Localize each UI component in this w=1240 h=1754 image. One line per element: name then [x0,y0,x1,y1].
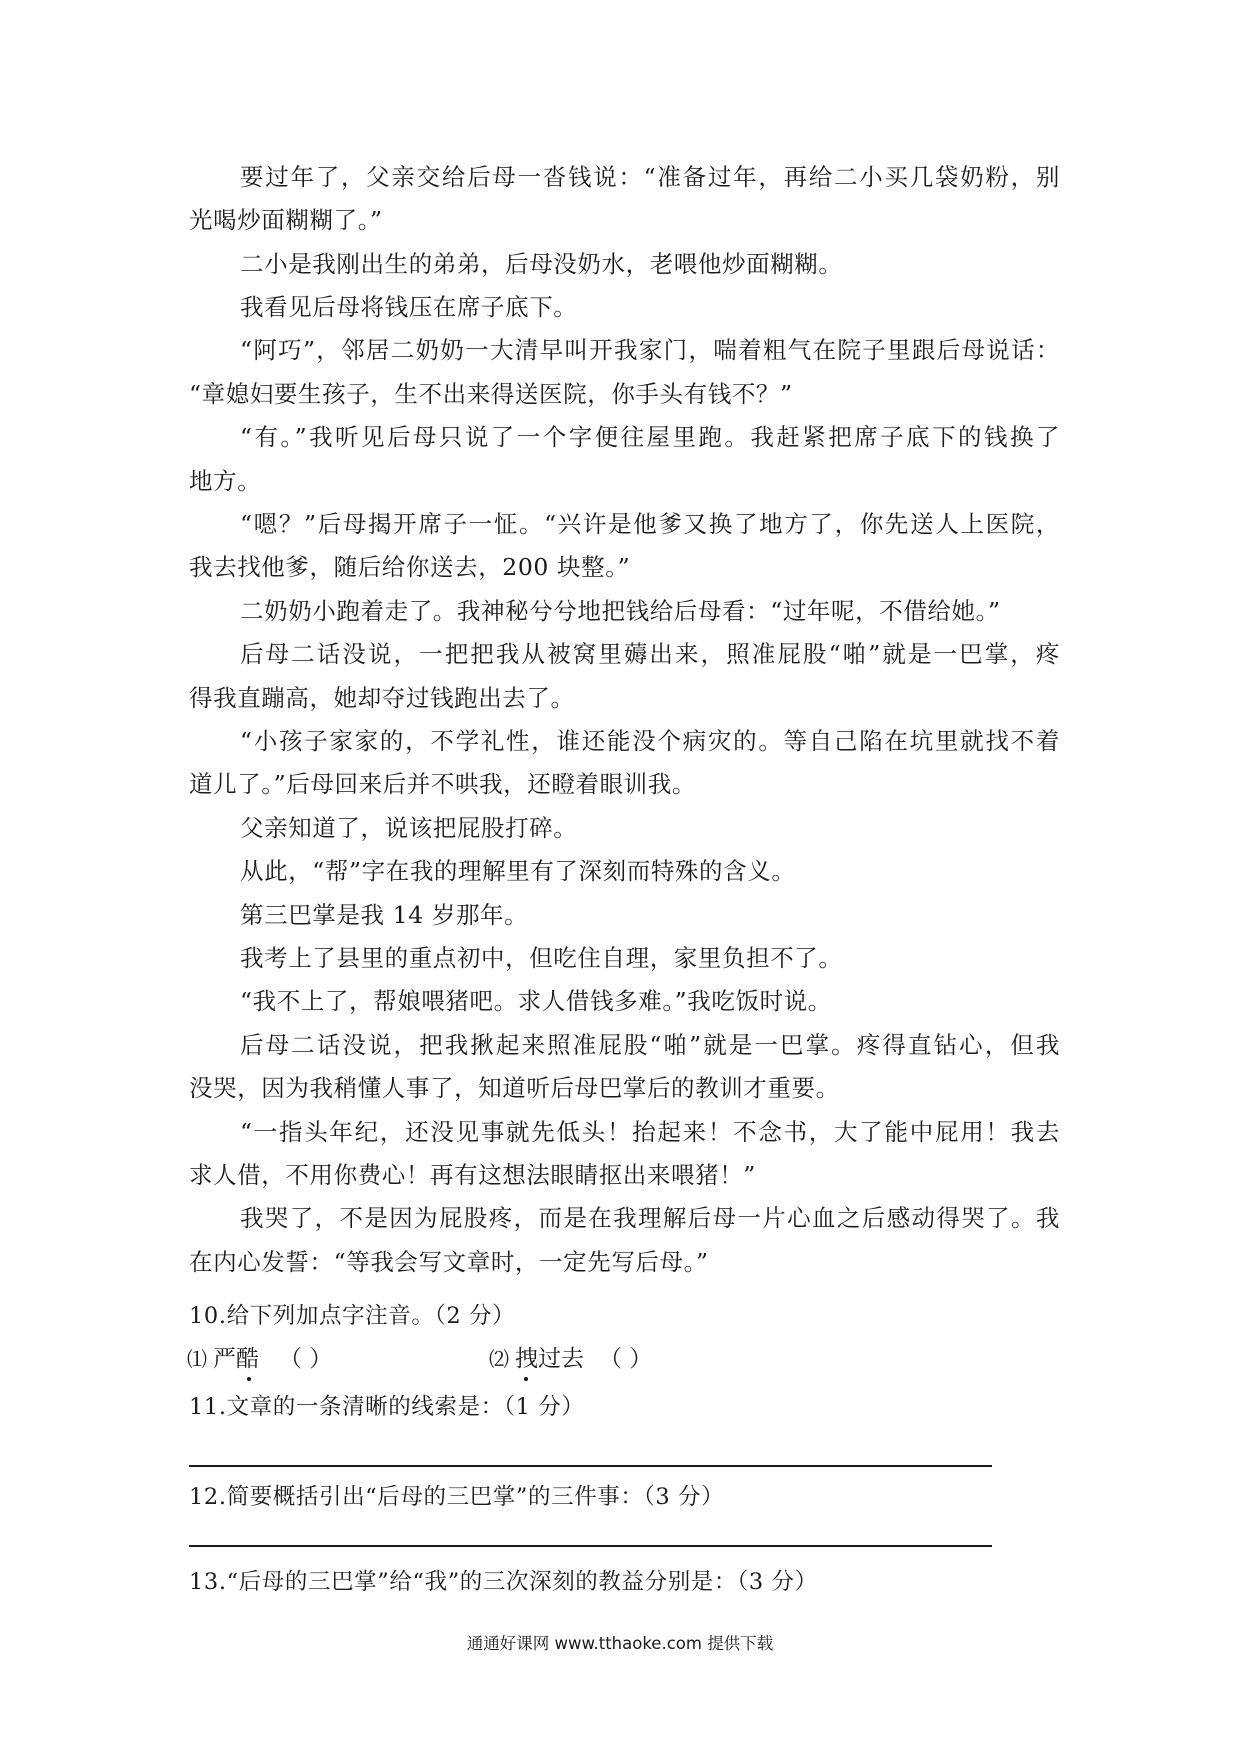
passage-line: 没哭，因为我稍懂人事了，知道听后母巴掌后的教训才重要。 [189,1074,840,1102]
passage-line: 求人借，不用你费心！再有这想法眼睛抠出来喂猪！” [189,1161,756,1189]
question-12: 12.简要概括引出“后母的三巴掌”的三件事：（3 分） [189,1484,725,1510]
passage-line: 后母二话没说，一把把我从被窝里薅出来，照准屁股“啪”就是一巴掌，疼 [240,640,1060,668]
passage-line: 二小是我刚出生的弟弟，后母没奶水，老喂他炒面糊糊。 [240,250,843,278]
passage-line: 二奶奶小跑着走了。我神秘兮兮地把钱给后母看：“过年呢，不借给她。” [240,597,1001,625]
answer-line[interactable] [189,1545,992,1547]
passage-line: 光喝炒面糊糊了。” [189,206,383,234]
passage-line: 我看见后母将钱压在席子底下。 [240,293,578,321]
option-1-answer-blank[interactable]: （ ） [279,1346,333,1372]
passage-line: “阿巧”，邻居二奶奶一大清早叫开我家门，喘着粗气在院子里跟后母说话： [240,336,1060,364]
question-11: 11.文章的一条清晰的线索是：（1 分） [189,1394,585,1420]
question-10-options [187,1344,807,1380]
passage-line: “一指头年纪，还没见事就先低头！抬起来！不念书，大了能中屁用！我去 [240,1118,1060,1146]
passage-line: 第三巴掌是我 14 岁那年。 [240,901,529,929]
passage-line: 我哭了，不是因为屁股疼，而是在我理解后母一片心血之后感动得哭了。我 [240,1204,1060,1232]
question-10: 10.给下列加点字注音。（2 分） [189,1303,516,1329]
passage-line: “有。”我听见后母只说了一个字便往屋里跑。我赶紧把席子底下的钱换了 [240,423,1060,451]
question-13: 13.“后母的三巴掌”给“我”的三次深刻的教益分别是：（3 分） [189,1569,818,1595]
emphasis-dot [524,1377,528,1381]
option-2-word: 拽过去 [515,1346,584,1372]
passage-line: “我不上了，帮娘喂猪吧。求人借钱多难。”我吃饭时说。 [240,987,832,1015]
option-2-number: ⑵ [489,1347,509,1371]
passage-line: 地方。 [189,467,262,495]
passage-line: 得我直蹦高，她却夺过钱跑出去了。 [189,684,575,712]
passage-line: 我去找他爹，随后给你送去，200 块整。” [189,553,631,581]
passage-line: 从此，“帮”字在我的理解里有了深刻而特殊的含义。 [240,857,796,885]
emphasis-dot [247,1377,251,1381]
option-1-number: ⑴ [187,1347,207,1371]
passage-line: “嗯？”后母揭开席子一怔。“兴许是他爹又换了地方了，你先送人上医院， [240,510,1060,538]
option-2-answer-blank[interactable]: （ ） [599,1346,653,1372]
passage-line: 道儿了。”后母回来后并不哄我，还瞪着眼训我。 [189,770,696,798]
answer-line[interactable] [189,1465,992,1467]
passage-line: 父亲知道了，说该把屁股打碎。 [240,814,578,842]
page-footer: 通通好课网 www.tthaoke.com 提供下载 [466,1634,774,1653]
passage-line: “章媳妇要生孩子，生不出来得送医院，你手头有钱不？” [189,380,793,408]
passage-line: 后母二话没说，把我揪起来照准屁股“啪”就是一巴掌。疼得直钻心，但我 [240,1031,1060,1059]
passage-line: 要过年了，父亲交给后母一沓钱说：“准备过年，再给二小买几袋奶粉，别 [240,163,1060,191]
option-1-word: 严酷 [213,1346,259,1372]
passage-line: “小孩子家家的，不学礼性，谁还能没个病灾的。等自己陷在坑里就找不着 [240,727,1060,755]
passage-line: 我考上了县里的重点初中，但吃住自理，家里负担不了。 [240,944,843,972]
passage-line: 在内心发誓：“等我会写文章时，一定先写后母。” [189,1248,709,1276]
